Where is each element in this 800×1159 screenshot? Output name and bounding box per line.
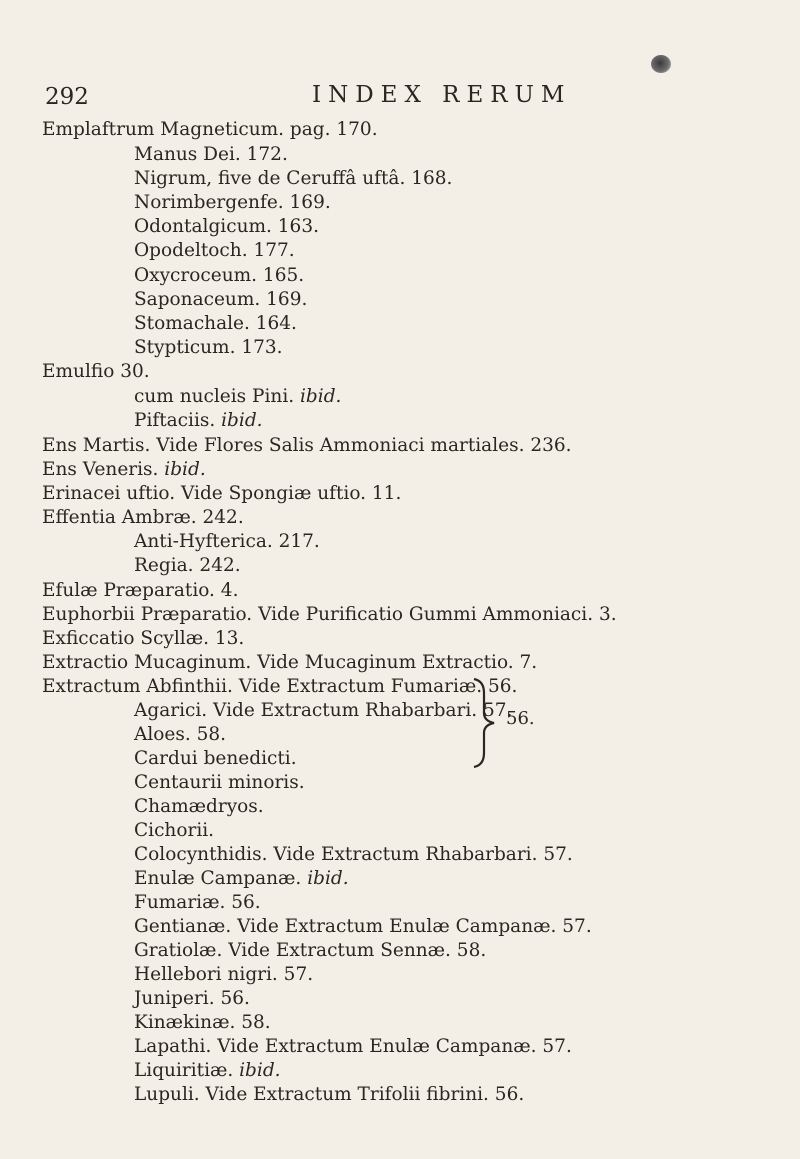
index-entry: Odontalgicum. 163. [134, 216, 319, 237]
index-entry: Cichorii. [134, 820, 215, 841]
index-entry: Ens Veneris. ibid. [42, 459, 206, 480]
index-entry: Emulfio 30. [42, 361, 150, 382]
index-entry: Regia. 242. [134, 555, 241, 576]
index-entry: Aloes. 58. [134, 724, 227, 745]
index-entry: Saponaceum. 169. [134, 289, 308, 310]
index-entry: Piftaciis. ibid. [134, 410, 263, 431]
index-entry: Hellebori nigri. 57. [134, 964, 314, 985]
index-entry: Efulæ Præparatio. 4. [42, 580, 239, 601]
index-entry: Stomachale. 164. [134, 313, 297, 334]
index-entry: Fumariæ. 56. [134, 892, 261, 913]
index-entry: Oxycroceum. 165. [134, 265, 305, 286]
index-entry: Cardui benedicti. [134, 748, 297, 769]
index-entry: Gratiolæ. Vide Extractum Sennæ. 58. [134, 940, 487, 961]
index-entry: Lupuli. Vide Extractum Trifolii fibrini. 56. [134, 1084, 525, 1105]
index-entry: Juniperi. 56. [134, 988, 250, 1009]
index-entry: Gentianæ. Vide Extractum Enulæ Campanæ. 57. [134, 916, 592, 937]
index-entry: Stypticum. 173. [134, 337, 283, 358]
page-number: 292 [45, 84, 89, 110]
index-entry: Agarici. Vide Extractum Rhabarbari. 57. [134, 700, 513, 721]
index-entry: Chamædryos. [134, 796, 264, 817]
index-entry: Lapathi. Vide Extractum Enulæ Campanæ. 57. [134, 1036, 572, 1057]
index-entry: Euphorbii Præparatio. Vide Purificatio Gummi Ammoniaci. 3. [42, 604, 617, 625]
index-entry: Centaurii minoris. [134, 772, 305, 793]
index-entry: Anti-Hyfterica. 217. [134, 531, 320, 552]
index-entry: Erinacei uftio. Vide Spongiæ uftio. 11. [42, 483, 402, 504]
index-entry: Nigrum, five de Ceruffâ uftâ. 168. [134, 168, 453, 189]
index-entry: Emplaftrum Magneticum. pag. 170. [42, 119, 378, 140]
ink-stain [651, 55, 671, 73]
index-entry: Extractum Abfinthii. Vide Extractum Fumariæ. 56. [42, 676, 518, 697]
index-entry: Extractio Mucaginum. Vide Mucaginum Extractio. 7. [42, 652, 538, 673]
right-brace [470, 677, 500, 769]
index-entry: Colocynthidis. Vide Extractum Rhabarbari. 57. [134, 844, 573, 865]
index-entry: cum nucleis Pini. ibid. [134, 386, 342, 407]
index-entry: Manus Dei. 172. [134, 144, 288, 165]
brace-reference: 56. [506, 708, 535, 729]
index-entry: Norimbergenfe. 169. [134, 192, 331, 213]
index-entry: Effentia Ambræ. 242. [42, 507, 244, 528]
index-entry: Exficcatio Scyllæ. 13. [42, 628, 245, 649]
index-entry: Kinækinæ. 58. [134, 1012, 271, 1033]
index-entry: Opodeltoch. 177. [134, 240, 295, 261]
running-title: INDEX RERUM [312, 82, 572, 108]
index-entry: Enulæ Campanæ. ibid. [134, 868, 349, 889]
index-entry: Ens Martis. Vide Flores Salis Ammoniaci martiales. 236. [42, 435, 572, 456]
index-entry: Liquiritiæ. ibid. [134, 1060, 281, 1081]
